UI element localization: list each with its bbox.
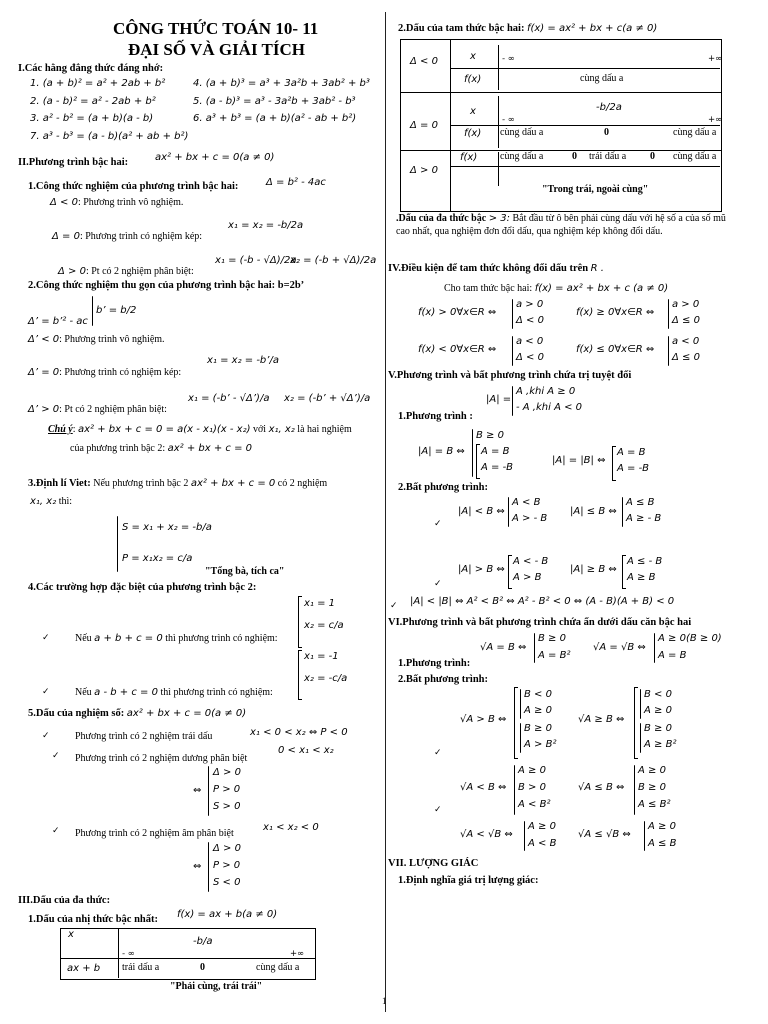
t3-zero-1: 0 (572, 151, 577, 162)
linear-f-label: ax + b (67, 963, 101, 974)
poly-rule-text: Bắt đầu từ ô bên phải cùng dấu với hệ số a của số mũ cao nhất, qua nghiệm đơn đổi dấu, qua nghiệm kép không đổi dấu. (396, 213, 726, 237)
t3-sign-1: cùng dấu a (500, 151, 544, 162)
inner-row-divider (450, 125, 720, 126)
quadratic-sign-title: 2.Dấu của tam thức bậc hai: (398, 23, 525, 34)
negative-roots-text: Phương trình có 2 nghiệm âm phân biệt (75, 828, 234, 839)
cond: A = -B (481, 462, 514, 473)
negative-cond-1: Δ > 0 (213, 843, 241, 854)
special-case-1 (75, 633, 278, 646)
cond: A ≥ 0 (528, 821, 556, 832)
cond: B < 0 (644, 689, 672, 700)
sp1-bracket (298, 596, 302, 648)
identity-3: 3. a² - b² = (a + b)(a - b) (30, 113, 154, 124)
special-cases-heading: 4.Các trường hợp đặc biệt của phương trình bậc 2: (28, 582, 257, 593)
brace (512, 386, 513, 416)
viet-heading (28, 477, 327, 491)
sp2-root-2: x₂ = -c/a (304, 673, 348, 684)
linear-plus-inf: +∞ (290, 949, 305, 959)
special-case-2 (75, 687, 273, 700)
note-text-2: của phương trình bậc 2: (70, 443, 166, 454)
linear-mnemonic: "Phải cùng, trái trái" (170, 981, 263, 992)
table-row-divider (400, 92, 721, 93)
note-text: là hai nghiệm (297, 424, 352, 435)
radical-inequality-heading: 2.Bất phương trình: (398, 674, 489, 685)
trig-definition-heading: 1.Định nghĩa giá trị lượng giác: (398, 875, 539, 886)
radical-lt: √A < B ⇔ (460, 782, 507, 793)
section-2-heading: II.Phương trình bậc hai: (18, 157, 129, 168)
negative-cond-2: P > 0 (213, 860, 241, 871)
delta-prime-formula: Δ’ = b’² - ac (28, 316, 88, 327)
sp1-text: thì phương trình có nghiệm: (165, 633, 278, 644)
abs-ineq-2: |A| ≤ B ⇔ (570, 506, 617, 517)
title-line-2: ĐẠI SỐ VÀ GIẢI TÍCH (128, 40, 305, 59)
section-3-heading: III.Dấu của đa thức: (18, 895, 111, 906)
cond: a < 0 (672, 336, 700, 347)
positive-cond-1: Δ > 0 (213, 767, 241, 778)
identity-7: 7. a³ - b³ = (a - b)(a² + ab + b²) (30, 131, 189, 142)
inner-col-divider (498, 152, 499, 186)
check-icon: ✓ (434, 519, 442, 529)
linear-minus-inf: - ∞ (122, 949, 135, 959)
cond: a < 0 (516, 336, 544, 347)
case-delta-positive: Δ > 0: Pt có 2 nghiệm phân biệt: (58, 266, 194, 277)
t2-sign-left: cùng dấu a (500, 127, 544, 138)
cond: A ≥ 0 (638, 765, 666, 776)
radical-eq-2: √A = √B ⇔ (593, 642, 646, 653)
abs-inequality-heading: 2.Bất phương trình: (398, 482, 489, 493)
t2-x: x (470, 106, 476, 117)
bracket (476, 444, 480, 479)
sp1-root-2: x₂ = c/a (304, 620, 344, 631)
brace (634, 765, 635, 815)
brace (644, 821, 645, 851)
check-icon: ✓ (390, 601, 398, 611)
abs-ineq-4: |A| ≥ B ⇔ (570, 564, 617, 575)
delta-negative-label: Δ < 0 (410, 56, 438, 67)
abs-ineq-squares: |A| < |B| ⇔ A² < B² ⇔ A² - B² < 0 ⇔ (A - B)(A + B) < 0 (410, 596, 675, 607)
cond: Δ < 0 (516, 315, 544, 326)
linear-function: f(x) = ax + b(a ≠ 0) (177, 909, 278, 920)
viet-then (30, 496, 72, 509)
inner-col-divider (498, 96, 499, 148)
cond: B ≥ 0 (538, 633, 566, 644)
cond: A > - B (512, 513, 548, 524)
note-equation-2: ax² + bx + c = 0 (167, 443, 253, 454)
radical-le: √A ≤ B ⇔ (578, 782, 625, 793)
positive-cond-3: S > 0 (213, 801, 241, 812)
brace (668, 299, 669, 329)
cond: A > B (513, 572, 542, 583)
sp1-if: Nếu (75, 633, 92, 644)
quadratic-mnemonic: "Trong trái, ngoài cùng" (542, 184, 649, 195)
sp2-equation: a - b + c = 0 (94, 687, 158, 698)
root-formula-2: x₂ = (-b + √Δ)/2a (290, 255, 377, 266)
section-2-equation: ax² + bx + c = 0(a ≠ 0) (155, 152, 275, 163)
viet-text: Nếu phương trình bậc 2 (93, 478, 189, 489)
identity-5: 5. (a - b)³ = a³ - 3a²b + 3ab² - b³ (193, 96, 356, 107)
reduced-formula-heading: 2.Công thức nghiệm thu gọn của phương trình bậc hai: b=2b’ (28, 280, 305, 291)
brace (514, 765, 515, 815)
discriminant-formula: Δ = b² - 4ac (266, 177, 326, 188)
bracket (514, 687, 518, 759)
t2-minus-inf: - ∞ (502, 115, 515, 125)
t3-sign-3: cùng dấu a (673, 151, 717, 162)
root-sign-heading (28, 707, 246, 721)
positive-roots-order: 0 < x₁ < x₂ (278, 745, 334, 756)
check-icon: ✓ (434, 748, 442, 758)
cond: A > B² (524, 739, 557, 750)
section-4-set: R . (590, 263, 604, 274)
cond: A ≥ - B (626, 513, 662, 524)
bracket (612, 446, 616, 481)
cond: B ≥ 0 (644, 723, 672, 734)
section-4-heading (388, 262, 604, 276)
t1-x: x (470, 51, 476, 62)
radical-gt: √A > B ⇔ (460, 714, 507, 725)
case-delta-prime-negative: Δ’ < 0: Phương trình vô nghiệm. (28, 334, 165, 345)
page-number: 1 (382, 996, 387, 1006)
abs-def-negative: - A ,khi A < 0 (516, 402, 583, 413)
brace (654, 633, 655, 663)
viet-then-text: thì: (58, 496, 73, 507)
t1-plus-inf: +∞ (708, 54, 723, 64)
radical-equation-heading: 1.Phương trình: (398, 658, 471, 669)
nonpositive-everywhere: f(x) ≤ 0∀x∈R ⇔ (576, 344, 655, 355)
linear-left-sign: trái dấu a (122, 962, 160, 973)
polynomial-sign-rule (396, 213, 741, 238)
cond: A ≥ 0(B ≥ 0) (658, 633, 722, 644)
check-icon: ✓ (42, 633, 50, 643)
poly-rule-title: .Dấu của đa thức bậc (396, 213, 487, 224)
column-divider (385, 12, 386, 1012)
opposite-sign-text: Phương trình có 2 nghiệm trái dấu (75, 731, 213, 742)
brace (640, 723, 641, 753)
cond: A ≥ B² (644, 739, 677, 750)
delta-positive-label: Δ > 0 (410, 165, 438, 176)
brace (512, 299, 513, 329)
check-icon: ✓ (42, 731, 50, 741)
root-sign-title: 5.Dấu của nghiệm số: (28, 708, 125, 719)
check-icon: ✓ (42, 687, 50, 697)
cond: A < B (528, 838, 557, 849)
cond: a > 0 (516, 299, 544, 310)
radical-eq-1: √A = B ⇔ (480, 642, 527, 653)
cond: B ≥ 0 (524, 723, 552, 734)
linear-sign-heading: 1.Dấu của nhị thức bậc nhất: (28, 914, 158, 925)
radical-sqrt-le: √A ≤ √B ⇔ (578, 829, 631, 840)
sp1-root-1: x₁ = 1 (304, 598, 336, 609)
positive-roots-text: Phương trình có 2 nghiệm dương phân biệt (75, 753, 248, 764)
sp2-bracket (298, 650, 302, 700)
double-root-formula: x₁ = x₂ = -b/2a (228, 220, 304, 231)
positive-roots-brace (208, 766, 209, 816)
cond: A < B (512, 497, 541, 508)
root-prime-formula-2: x₂ = (-b’ + √Δ’)/a (284, 393, 371, 404)
cond: A ≤ B (648, 838, 677, 849)
title-line-1: CÔNG THỨC TOÁN 10- 11 (113, 19, 319, 38)
viet-sum: S = x₁ + x₂ = -b/a (122, 522, 212, 533)
t2-root: -b/2a (596, 102, 622, 113)
note-line-2 (70, 443, 252, 456)
bracket (634, 687, 638, 759)
cond: A ≥ 0 (524, 705, 552, 716)
brace (640, 689, 641, 719)
cond: A ≤ B² (638, 799, 671, 810)
brace (524, 821, 525, 851)
brace (622, 497, 623, 527)
abs-ineq-3: |A| > B ⇔ (458, 564, 505, 575)
viet-product: P = x₁x₂ = c/a (122, 553, 193, 564)
inner-row-divider (450, 68, 720, 69)
negative-cond-3: S < 0 (213, 877, 241, 888)
t2-f: f(x) (464, 128, 482, 139)
intro-equation: f(x) = ax² + bx + c (a ≠ 0) (534, 283, 669, 294)
cond: A = B² (538, 650, 571, 661)
equivalence-symbol: ⇔ (193, 861, 202, 872)
brace (508, 497, 509, 527)
intro-text: Cho tam thức bậc hai: (444, 283, 533, 294)
t1-f: f(x) (464, 74, 482, 85)
t2-zero: 0 (604, 127, 609, 138)
cond: A ≥ B (627, 572, 656, 583)
note-line: Chú ý: ax² + bx + c = 0 = a(x - x₁)(x - x₂) với x₁, x₂ là hai nghiệm (48, 424, 352, 435)
case-delta-negative: Δ < 0: Phương trình vô nghiệm. (50, 197, 184, 208)
radical-ge: √A ≥ B ⇔ (578, 714, 625, 725)
check-icon: ✓ (52, 751, 60, 761)
bracket (622, 555, 626, 589)
linear-right-sign: cùng dấu a (256, 962, 300, 973)
section-7-heading: VII. LƯỢNG GIÁC (388, 858, 479, 869)
viet-roots: x₁, x₂ (30, 496, 57, 507)
abs-def-positive: A ,khi A ≥ 0 (516, 386, 576, 397)
sp2-text: thì phương trình có nghiệm: (160, 687, 273, 698)
section-4-title: IV.Điều kiện để tam thức không đổi dấu trên (388, 263, 589, 274)
identity-2: 2. (a - b)² = a² - 2ab + b² (30, 96, 156, 107)
check-icon: ✓ (52, 826, 60, 836)
cond: B > 0 (518, 782, 546, 793)
case-delta-prime-positive: Δ’ > 0: Pt có 2 nghiệm phân biệt: (28, 404, 167, 415)
table-col-divider (118, 928, 119, 978)
quadratic-sign-heading (398, 22, 657, 36)
opposite-sign-condition: x₁ < 0 < x₂ ⇔ P < 0 (250, 727, 348, 738)
cond: a > 0 (672, 299, 700, 310)
identity-4: 4. (a + b)³ = a³ + 3a²b + 3ab² + b³ (193, 78, 370, 89)
cond: A = B (617, 447, 646, 458)
brace (520, 723, 521, 753)
negative-roots-order: x₁ < x₂ < 0 (263, 822, 319, 833)
cond: A = B (658, 650, 687, 661)
viet-title: 3.Định lí Viet: (28, 478, 91, 489)
cond: A < - B (513, 556, 549, 567)
inner-row-divider (450, 166, 720, 167)
abs-eq-1: |A| = B ⇔ (418, 446, 465, 457)
case-delta-prime-zero: Δ’ = 0: Phương trình có nghiệm kép: (28, 367, 182, 378)
brace (512, 336, 513, 366)
note-label: Chú ý (48, 424, 73, 435)
t3-sign-2: trái dấu a (589, 151, 627, 162)
cond: A ≥ 0 (644, 705, 672, 716)
b-prime-formula: b’ = b/2 (96, 305, 137, 316)
brace (668, 336, 669, 366)
abs-equation-heading: 1.Phương trình : (398, 411, 473, 422)
section-6-heading: VI.Phương trình và bất phương trình chứa ẩn dưới dấu căn bậc hai (388, 617, 692, 628)
factored-form: ax² + bx + c = 0 = a(x - x₁)(x - x₂) (78, 424, 251, 435)
positive-cond-2: P > 0 (213, 784, 241, 795)
sp2-if: Nếu (75, 687, 92, 698)
t1-sign: cùng dấu a (580, 73, 624, 84)
cond: Δ ≤ 0 (672, 352, 700, 363)
quadratic-formula-heading: 1.Công thức nghiệm của phương trình bậc hai: (28, 181, 239, 192)
quadratic-function: f(x) = ax² + bx + c(a ≠ 0) (526, 23, 658, 34)
brace (520, 689, 521, 719)
cond: A ≥ 0 (648, 821, 676, 832)
equivalence-symbol: ⇔ (193, 785, 202, 796)
linear-root: -b/a (193, 936, 213, 947)
abs-definition-label: |A| = (486, 394, 512, 405)
cond: A ≥ 0 (518, 765, 546, 776)
cond: B ≥ 0 (638, 782, 666, 793)
cond: Δ < 0 (516, 352, 544, 363)
abs-ineq-1: |A| < B ⇔ (458, 506, 505, 517)
t3-zero-2: 0 (650, 151, 655, 162)
root-sign-equation: ax² + bx + c = 0(a ≠ 0) (126, 708, 247, 719)
table-row-divider (60, 958, 315, 959)
brace (534, 633, 535, 663)
cond: Δ ≤ 0 (672, 315, 700, 326)
brace (472, 429, 473, 477)
viet-system-brace (117, 516, 118, 572)
cond: A = -B (617, 463, 650, 474)
b-prime-bracket (92, 296, 93, 326)
check-icon: ✓ (434, 579, 442, 589)
viet-equation: ax² + bx + c = 0 (190, 478, 276, 489)
nonnegative-everywhere: f(x) ≥ 0∀x∈R ⇔ (576, 307, 655, 318)
cond: B < 0 (524, 689, 552, 700)
viet-mnemonic: "Tổng bà, tích ca" (205, 566, 285, 577)
t3-f: f(x) (460, 152, 478, 163)
bracket (508, 555, 512, 589)
negative-everywhere: f(x) < 0∀x∈R ⇔ (418, 344, 497, 355)
t2-plus-inf: +∞ (708, 115, 723, 125)
delta-zero-label: Δ = 0 (410, 120, 438, 131)
t2-sign-right: cùng dấu a (673, 127, 717, 138)
root-formula-1: x₁ = (-b - √Δ)/2a (215, 255, 297, 266)
t1-minus-inf: - ∞ (502, 54, 515, 64)
poly-rule-degree: > 3: (488, 213, 510, 224)
sp2-root-1: x₁ = -1 (304, 651, 339, 662)
cond: B ≥ 0 (476, 430, 504, 441)
check-icon: ✓ (434, 805, 442, 815)
linear-zero: 0 (200, 962, 205, 973)
section-1-heading: I.Các hằng đẳng thức đáng nhớ: (18, 63, 164, 74)
identity-1: 1. (a + b)² = a² + 2ab + b² (30, 78, 166, 89)
identity-6: 6. a³ + b³ = (a + b)(a² - ab + b²) (193, 113, 357, 124)
double-root-prime-formula: x₁ = x₂ = -b’/a (207, 355, 279, 366)
viet-text-2: có 2 nghiệm (277, 478, 328, 489)
abs-eq-2: |A| = |B| ⇔ (552, 455, 606, 466)
case-delta-zero: Δ = 0: Phương trình có nghiệm kép: (52, 231, 203, 242)
note-roots: x₁, x₂ (268, 424, 295, 435)
negative-roots-brace (208, 842, 209, 892)
radical-sqrt-lt: √A < √B ⇔ (460, 829, 513, 840)
root-prime-formula-1: x₁ = (-b’ - √Δ’)/a (188, 393, 270, 404)
linear-x-header: x (68, 929, 74, 940)
quadratic-intro (444, 283, 668, 296)
note-with: với (253, 424, 267, 435)
sp1-equation: a + b + c = 0 (94, 633, 163, 644)
cond: A = B (481, 446, 510, 457)
positive-everywhere: f(x) > 0∀x∈R ⇔ (418, 307, 497, 318)
section-5-heading: V.Phương trình và bất phương trình chứa trị tuyệt đối (388, 370, 632, 381)
cond: A ≤ - B (627, 556, 663, 567)
cond: A ≤ B (626, 497, 655, 508)
cond: A < B² (518, 799, 551, 810)
